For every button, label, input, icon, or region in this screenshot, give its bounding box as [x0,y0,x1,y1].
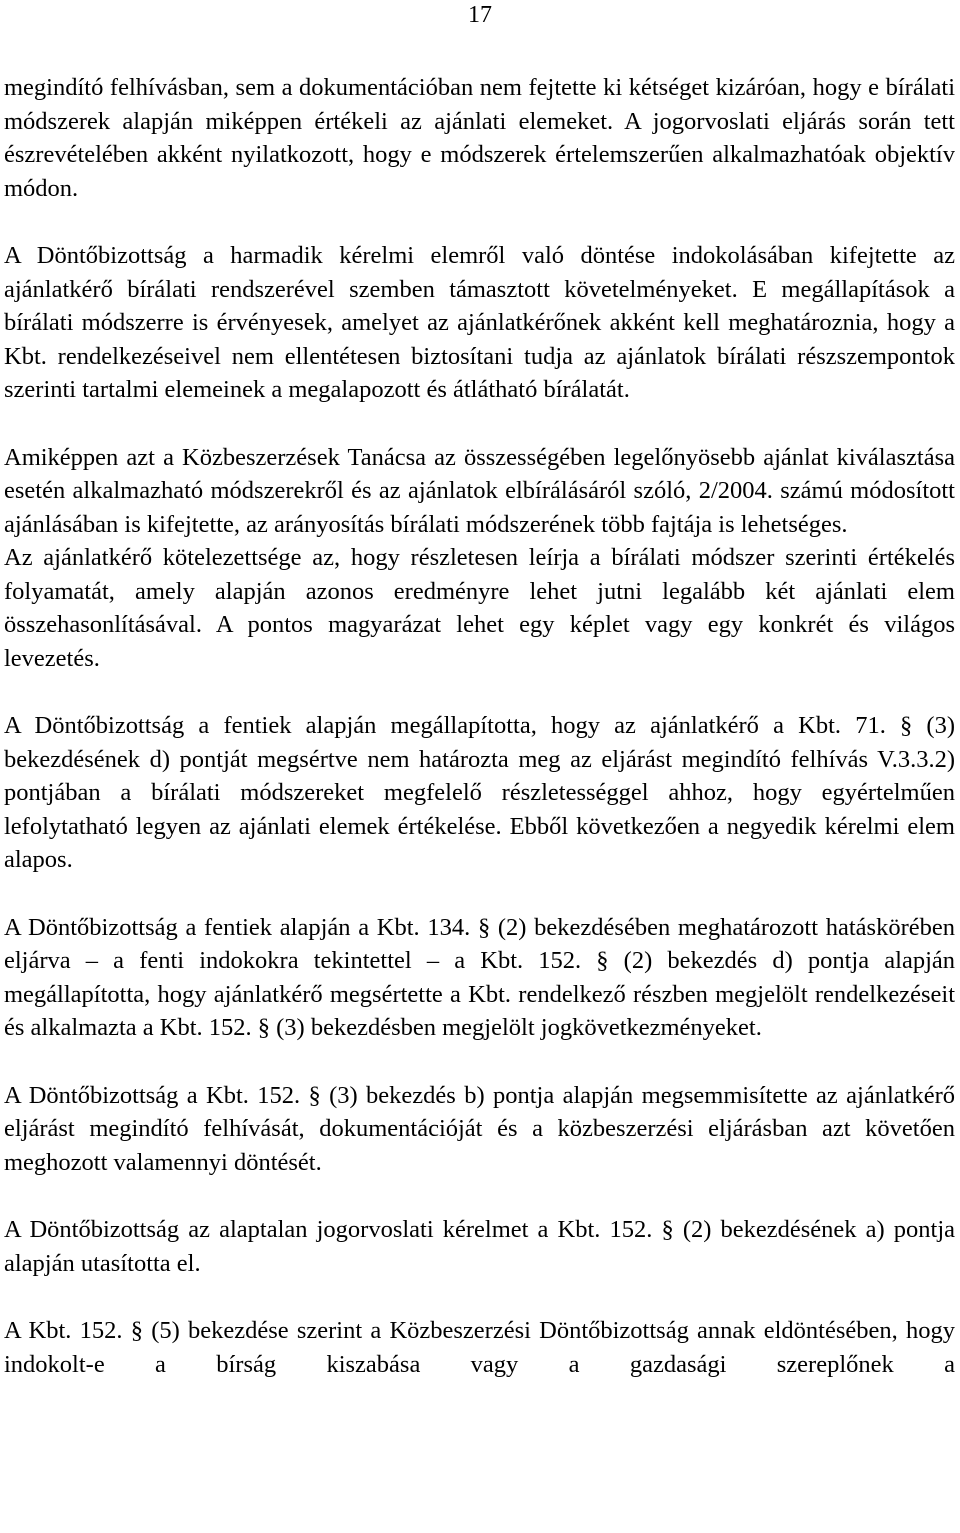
page-number: 17 [468,2,492,28]
paragraph-2: A Döntőbizottság a harmadik kérelmi elemről való döntése indokolásában kifejtette az ajánlatkérő bírálati rendszerével szemben támasztott követelményeket. E megállapítások a bírálati módszerre is érvényesek, amelyet az ajánlatkérőnek akként kell meghatároznia, hogy a Kbt. rendelkezéseivel nem ellentétesen biztosítani tudja az ajánlatok bírálati részszempontok szerinti tartalmi elemeinek a megalapozott és átlátható bírálatát. [4,242,955,403]
paragraph-9: A Kbt. 152. § (5) bekezdése szerint a Közbeszerzési Döntőbizottság annak eldöntésében, hogy indokolt-e a bírság kiszabása vagy a gazdasági szereplőnek a [4,1317,955,1378]
paragraph-8: A Döntőbizottság az alaptalan jogorvoslati kérelmet a Kbt. 152. § (2) bekezdésének a) pontja alapján utasította el. [4,1216,955,1277]
document-body [4,71,955,1381]
paragraph-7: A Döntőbizottság a Kbt. 152. § (3) bekezdés b) pontja alapján megsemmisítette az ajánlatkérő eljárást megindító felhívását, dokumentációját és a közbeszerzési eljárásban azt követően meghozott valamennyi döntését. [4,1081,955,1176]
paragraph-1: megindító felhívásban, sem a dokumentációban nem fejtette ki kétséget kizáróan, hogy e bírálati módszerek alapján miképpen értékeli az ajánlati elemeket. A jogorvoslati eljárás során tett észrevételében akként nyilatkozott, hogy e módszerek értelemszerűen alkalmazhatóak objektív módon. [4,74,955,202]
paragraph-6: A Döntőbizottság a fentiek alapján a Kbt. 134. § (2) bekezdésében meghatározott hatáskörében eljárva – a fenti indokokra tekintettel – a Kbt. 152. § (2) bekezdés d) pontja alapján megállapította, hogy ajánlatkérő megsértette a Kbt. rendelkező részben megjelölt rendelkezéseit és alkalmazta a Kbt. 152. § (3) bekezdésben megjelölt jogkövetkezményeket. [4,913,955,1041]
paragraph-3: Amiképpen azt a Közbeszerzések Tanácsa az összességében legelőnyösebb ajánlat kiválasztása esetén alkalmazható módszerekről és az ajánlatok elbírálásáról szóló, 2/2004. számú módosított ajánlásában is kifejtette, az arányosítás bírálati módszerének több fajtája is lehetséges. [4,443,955,538]
paragraph-4: Az ajánlatkérő kötelezettsége az, hogy részletesen leírja a bírálati módszer szerinti értékelés folyamatát, amely alapján azonos eredményre lehet jutni legalább két ajánlati elem összehasonlításával. A pontos magyarázat lehet egy képlet vagy egy konkrét és világos levezetés. [4,544,955,672]
paragraph-5: A Döntőbizottság a fentiek alapján megállapította, hogy az ajánlatkérő a Kbt. 71. § (3) bekezdésének d) pontját megsértve nem határozta meg az eljárást megindító felhívás V.3.3.2) pontjában a bírálati módszereket megfelelő részletességgel ahhoz, hogy egyértelműen lefolytatható legyen az ajánlati elemek értékelése. Ebből következően a negyedik kérelmi elem alapos. [4,712,955,873]
